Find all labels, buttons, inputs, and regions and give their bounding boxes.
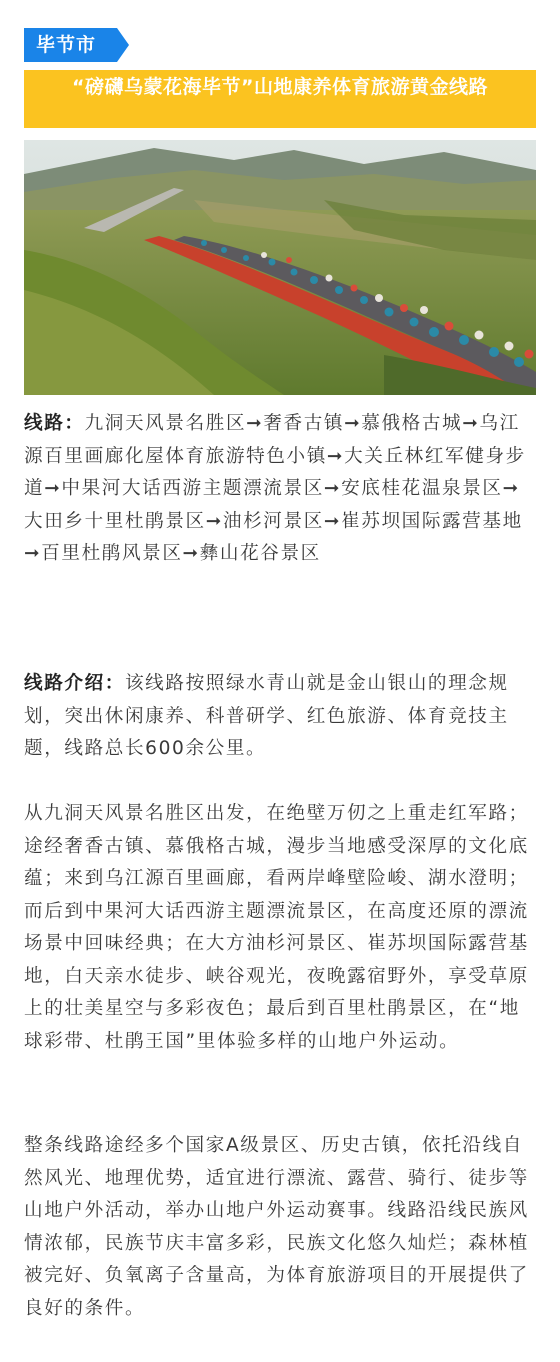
route-text: 九洞天风景名胜区➞奢香古镇➞慕俄格古城➞乌江源百里画廊化屋体育旅游特色小镇➞大关丘林红军健身步道➞中果河大话西游主题漂流景区➞安底桂花温泉景区➞大田乡十里杜鹃景区➞油杉河景区➞崔苏坝国际露营基地➞百里杜鹃风景区➞彝山花谷景区 [24, 413, 526, 564]
intro-paragraph [24, 668, 536, 766]
route-label: 线路： [24, 413, 85, 434]
city-tag-label: 毕节市 [36, 34, 97, 56]
route-paragraph [24, 408, 536, 571]
route-photo [24, 140, 536, 395]
itinerary-paragraph: 从九洞天风景名胜区出发，在绝壁万仞之上重走红军路；途经奢香古镇、慕俄格古城，漫步当地感受深厚的文化底蕴；来到乌江源百里画廊，看两岸峰壁险峻、湖水澄明；而后到中果河大话西游主题漂流景区，在高度还原的漂流场景中回味经典；在大方油杉河景区、崔苏坝国际露营基地，白天亲水徒步、峡谷观光，夜晚露宿野外，享受草原上的壮美星空与多彩夜色；最后到百里杜鹃景区，在“地球彩带、杜鹃王国”里体验多样的山地户外运动。 [24, 803, 529, 1052]
route-photo-illustration [24, 140, 536, 395]
intro-label: 线路介绍： [24, 673, 125, 694]
route-title-banner [24, 70, 536, 128]
summary-paragraph: 整条线路途经多个国家A级景区、历史古镇，依托沿线自然风光、地理优势，适宜进行漂流、露营、骑行、徒步等山地户外活动，举办山地户外运动赛事。线路沿线民族风情浓郁，民族节庆丰富多彩，民族文化悠久灿烂；森林植被完好、负氧离子含量高，为体育旅游项目的开展提供了良好的条件。 [24, 1135, 529, 1319]
city-tag [24, 28, 129, 62]
route-title: “磅礴乌蒙花海毕节”山地康养体育旅游黄金线路 [72, 76, 488, 98]
intro-text: 该线路按照绿水青山就是金山银山的理念规划，突出休闲康养、科普研学、红色旅游、体育竞技主题，线路总长600余公里。 [24, 673, 509, 759]
